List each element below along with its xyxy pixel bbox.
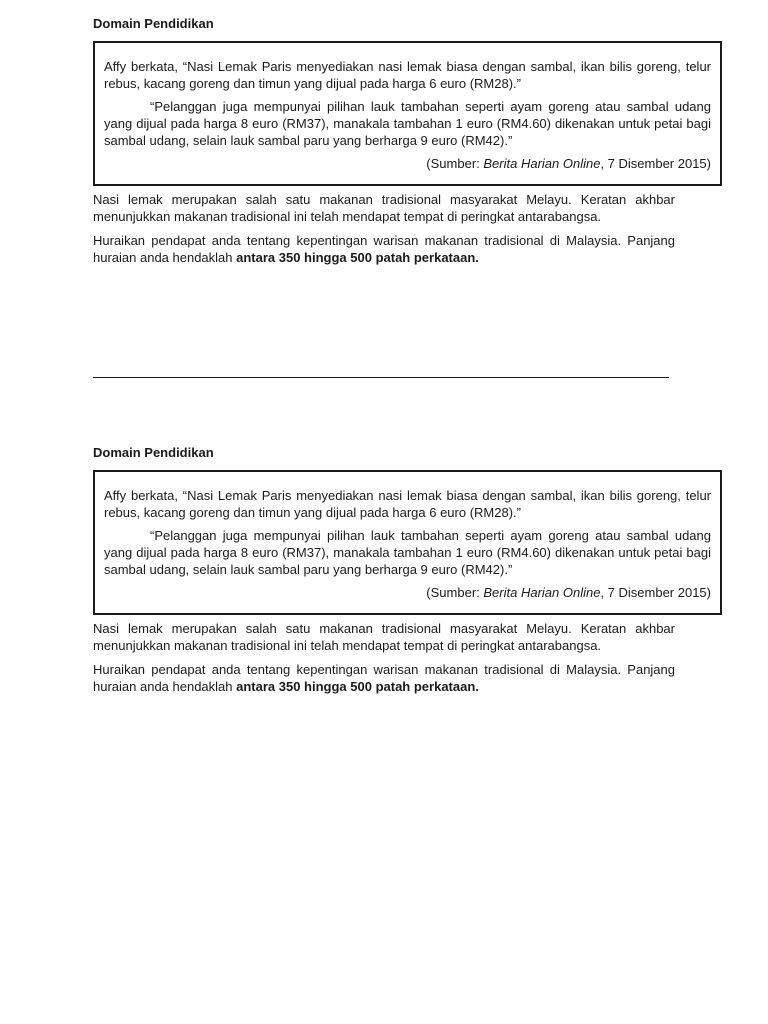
quote-paragraph-1: Affy berkata, “Nasi Lemak Paris menyediakan nasi lemak biasa dengan sambal, ikan bilis goreng, telur rebus, kacang goreng dan timun yang dijual pada harga 6 euro (RM28).” <box>104 488 711 520</box>
source-prefix: (Sumber: <box>426 585 484 600</box>
context-paragraph: Nasi lemak merupakan salah satu makanan tradisional masyarakat Melayu. Keratan akhbar menunjukkan makanan tradisional ini telah mendapat tempat di peringkat antarabangsa. <box>93 192 675 224</box>
instruction-text: Huraikan pendapat anda tentang kepentingan warisan makanan tradisional di Malaysia. Panjang huraian anda hendaklah <box>93 662 675 694</box>
source-date: , 7 Disember 2015) <box>600 585 711 600</box>
source-date: , 7 Disember 2015) <box>600 156 711 171</box>
question-section-2 <box>93 444 721 695</box>
quote-paragraph-1: Affy berkata, “Nasi Lemak Paris menyediakan nasi lemak biasa dengan sambal, ikan bilis goreng, telur rebus, kacang goreng dan timun yang dijual pada harga 6 euro (RM28).” <box>104 59 711 91</box>
section-divider <box>93 377 669 378</box>
question-section-1 <box>93 15 721 266</box>
quote-source <box>104 584 711 601</box>
instruction-paragraph <box>93 661 675 695</box>
quote-source <box>104 155 711 172</box>
quote-paragraph-2: “Pelanggan juga mempunyai pilihan lauk tambahan seperti ayam goreng atau sambal udang yang dijual pada harga 8 euro (RM37), manakala tambahan 1 euro (RM4.60) dikenakan untuk petai bagi sambal udang, selain lauk sambal paru yang berharga 9 euro (RM42).” <box>104 528 711 577</box>
source-prefix: (Sumber: <box>426 156 484 171</box>
quote-paragraph-2: “Pelanggan juga mempunyai pilihan lauk tambahan seperti ayam goreng atau sambal udang yang dijual pada harga 8 euro (RM37), manakala tambahan 1 euro (RM4.60) dikenakan untuk petai bagi sambal udang, selain lauk sambal paru yang berharga 9 euro (RM42).” <box>104 99 711 148</box>
context-paragraph: Nasi lemak merupakan salah satu makanan tradisional masyarakat Melayu. Keratan akhbar menunjukkan makanan tradisional ini telah mendapat tempat di peringkat antarabangsa. <box>93 621 675 653</box>
word-count-requirement: antara 350 hingga 500 patah perkataan. <box>236 679 479 694</box>
word-count-requirement: antara 350 hingga 500 patah perkataan. <box>236 250 479 265</box>
quote-box <box>93 41 722 186</box>
domain-title: Domain Pendidikan <box>93 445 214 460</box>
source-publication: Berita Harian Online <box>483 156 601 171</box>
quote-box <box>93 470 722 615</box>
instruction-text: Huraikan pendapat anda tentang kepentingan warisan makanan tradisional di Malaysia. Panjang huraian anda hendaklah <box>93 233 675 265</box>
domain-title: Domain Pendidikan <box>93 16 214 31</box>
source-publication: Berita Harian Online <box>483 585 601 600</box>
instruction-paragraph <box>93 232 675 266</box>
